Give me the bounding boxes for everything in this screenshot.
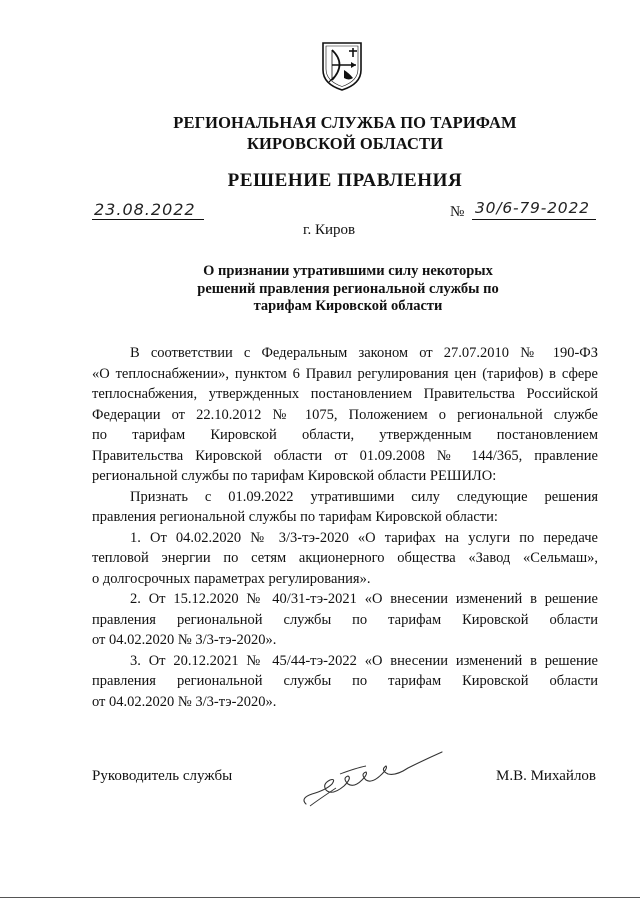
subject-line-1: О признании утратившими силу некоторых: [203, 263, 493, 279]
text-line: «О теплоснабжении», пунктом 6 Правил регулирования цен (тарифов) в сфере: [92, 365, 598, 382]
text-line: тепловой энергии по сетям акционерного общества «Завод «Сельмаш»,: [92, 550, 598, 566]
text-line: от 04.02.2020 № 3/3-тэ-2020».: [92, 693, 277, 710]
text-line: Правительства Кировской области от 01.09.2008 № 144/365, правление: [92, 447, 598, 464]
text-line: по тарифам Кировской области, утвержденным постановлением: [92, 427, 598, 443]
text-line: 1. От 04.02.2020 № 3/3-тэ-2020 «О тарифах на услуги по передаче: [130, 529, 598, 546]
decision-subject: [100, 263, 596, 316]
organization-line-2: КИРОВСКОЙ ОБЛАСТИ: [246, 134, 444, 153]
subject-line-3: тарифам Кировской области: [253, 298, 443, 314]
city: г. Киров: [303, 222, 356, 238]
text-line: В соответствии с Федеральным законом от 27.07.2010 № 190-ФЗ: [130, 345, 598, 361]
number-sign: №: [450, 204, 465, 220]
paragraph-decision: [92, 487, 598, 528]
handwritten-number: 30/6-79-2022: [475, 199, 590, 217]
paragraph-item-1: [92, 528, 598, 590]
text-line: теплоснабжения, утвержденных постановлением Правительства Российской: [92, 386, 598, 402]
paragraph-item-2: [92, 589, 598, 651]
decision-title: РЕШЕНИЕ ПРАВЛЕНИЯ: [227, 170, 463, 191]
text-line: Федерации от 22.10.2012 № 1075, Положением о региональной службе: [92, 406, 598, 423]
handwritten-date: 23.08.2022: [94, 200, 196, 219]
text-line: правления региональной службы по тарифам Кировской области:: [92, 509, 498, 525]
text-line: 3. От 20.12.2021 № 45/44-тэ-2022 «О внесении изменений в решение: [130, 652, 598, 669]
signatory-title: Руководитель службы: [92, 768, 233, 784]
text-line: правления региональной службы по тарифам Кировской области: [92, 673, 598, 689]
text-line: от 04.02.2020 № 3/3-тэ-2020».: [92, 632, 277, 648]
signatory-name: М.В. Михайлов: [496, 768, 597, 784]
text-line: Признать с 01.09.2022 утратившими силу следующие решения: [130, 488, 598, 505]
paragraph-item-3: [92, 651, 598, 713]
text-line: 2. От 15.12.2020 № 40/31-тэ-2021 «О внесении изменений в решение: [130, 591, 598, 607]
number-underline: [472, 219, 596, 220]
organization-line-1: РЕГИОНАЛЬНАЯ СЛУЖБА ПО ТАРИФАМ: [173, 113, 517, 132]
subject-line-2: решений правления региональной службы по: [197, 280, 499, 297]
text-line: правления региональной службы по тарифам Кировской области: [92, 611, 598, 628]
page-bottom-rule: [0, 897, 640, 898]
date-underline: [92, 219, 204, 220]
coat-of-arms-icon: [320, 40, 364, 92]
handwritten-signature: [296, 748, 446, 812]
text-line: о долгосрочных параметрах регулирования».: [92, 570, 371, 587]
decision-body: [92, 343, 598, 712]
paragraph-basis: [92, 343, 598, 487]
organization-title: [60, 112, 630, 154]
text-line: региональной службы по тарифам Кировской области РЕШИЛО:: [92, 468, 497, 484]
